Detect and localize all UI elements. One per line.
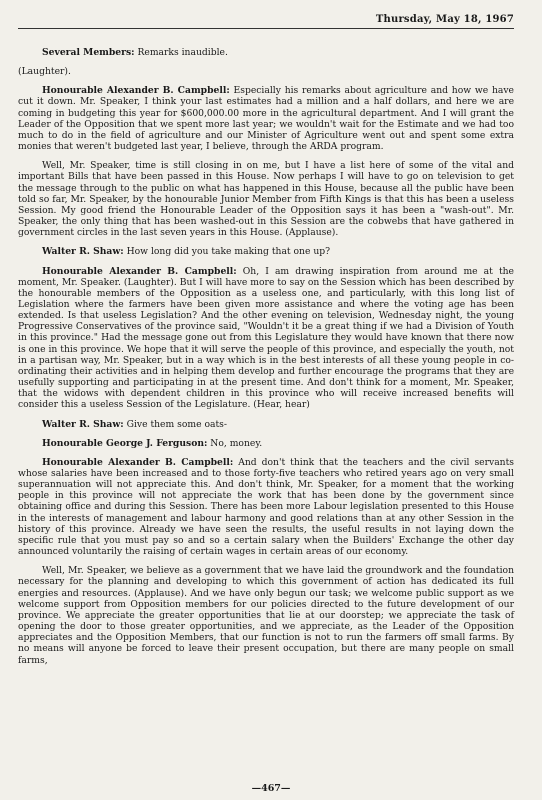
paragraph-6 [18, 266, 514, 411]
speaker-name: Honourable Alexander B. Campbell: [42, 265, 237, 277]
paragraph-7 [18, 419, 514, 430]
page-header-date: Thursday, May 18, 1967 [18, 14, 514, 29]
paragraph-10 [18, 565, 514, 665]
paragraph-3 [18, 85, 514, 152]
paragraph-text: Oh, I am drawing inspiration from around me at the moment, Mr. Speaker. (Laughter). But I will have more to say on the Session which has been described by the honourable members of the Opposition as a useless one, and particularly, with this long list of Legislation where the farmers have been given more assistance and where the voting age has been extended. Is that useless Legislation? And the other evening on television, Wednesday night, the young Progressive Conservatives of the province said, "Wouldn't it be a great thing if we had a Division of Youth in this province." Had the message gone out from this Legislature they would have known that there now is one in this province. We hope that it will serve the people of this province, and especially the youth, not in a partisan way, Mr. Speaker, but in a way which is in the best interests of all these young people in co-ordinating their activities and in helping them develop and further encourage the programs that they are usefully supporting and participating in at the present time. And don't think for a moment, Mr. Speaker, that the widows with dependent children in this province who will receive increased benefits will consider this a useless Session of the Legislature. (Hear, hear) [18, 265, 514, 411]
paragraph-text: Well, Mr. Speaker, time is still closing in on me, but I have a list here of some of the vital and important Bills that have been passed in this House. Now perhaps I will have to go on television to get the message through to the public on what has happened in this House, because all the public have been told so far, Mr. Speaker, by the honourable Junior Member from Fifth Kings is that this has been a useless Session. My good friend the Honourable Leader of the Opposition says it has been a "wash-out". Mr. Speaker, the only thing that has been washed-out in this Session are the cobwebs that have gathered in government circles in the last seven years in this House. (Applause). [18, 160, 514, 239]
paragraph-text: How long did you take making that one up? [123, 246, 331, 258]
paragraph-2 [18, 66, 514, 77]
speaker-name: Several Members: [42, 47, 135, 58]
paragraph-text: (Laughter). [18, 66, 71, 78]
paragraph-text: And don't think that the teachers and the civil servants whose salaries have been increased and to those forty-five teachers who retired years ago on very small superannuation will not appreciate this. And don't think, Mr. Speaker, for a moment that the working people in this province will not appreciate the work that has been done by the government since obtaining office and during this Session. There has been more Labour legislation presented to this House in the interests of management and labour harmony and good relations than at any other Session in the history of this province. Already we have seen the results, the useful results in not laying down the specific rule that you must pay so and so a certain salary when the Builders' Exchange the other day announced voluntarily the raising of certain wages in certain areas of our economy. [18, 456, 514, 558]
paragraph-5 [18, 246, 514, 257]
speaker-name: Walter R. Shaw: [42, 246, 124, 258]
page-number: —467— [251, 783, 291, 794]
paragraph-text: Remarks inaudible. [134, 47, 228, 58]
speaker-name: Honourable Alexander B. Campbell: [42, 85, 230, 97]
paragraph-4 [18, 160, 514, 238]
paragraph-text: Well, Mr. Speaker, we believe as a government that we have laid the groundwork and the foundation necessary for the planning and developing to which this government of action has dedicated its full energies and resources. (Applause). And we have only begun our task; we welcome public support as we welcome support from Opposition members for our policies directed to the future development of our province. We appreciate the greater opportunities that lie at our doorstep; we appreciate the task of opening the door to those greater opportunities, and we appreciate, as the Leader of the Opposition appreciates and the Opposition Members, that our function is not to run the farmers off small farms. By no means will anyone be forced to leave their present occupation, but there are many people on small farms, [18, 565, 514, 666]
speaker-name: Walter R. Shaw: [42, 418, 124, 430]
speaker-name: Honourable Alexander B. Campbell: [42, 456, 234, 468]
paragraph-text: Especially his remarks about agriculture and how we have cut it down. Mr. Speaker, I think your last estimates had a million and a half dollars, and here we are coming in budgeting this year for $600,000.00 more in the agricultural department. And I will grant the Leader of the Opposition that we spent more last year; we wouldn't wait for the Estimate and we had too much to do in the field of agriculture and our Minister of Agriculture went out and spent some extra monies that weren't budgeted last year, I believe, through the ARDA program. [18, 85, 514, 153]
paragraph-text: No, money. [207, 437, 263, 449]
paragraph-9 [18, 457, 514, 557]
paragraph-8 [18, 438, 514, 449]
paragraph-1 [18, 47, 514, 58]
transcript-body [18, 47, 514, 666]
paragraph-text: Give them some oats- [123, 418, 227, 430]
speaker-name: Honourable George J. Ferguson: [42, 437, 208, 449]
